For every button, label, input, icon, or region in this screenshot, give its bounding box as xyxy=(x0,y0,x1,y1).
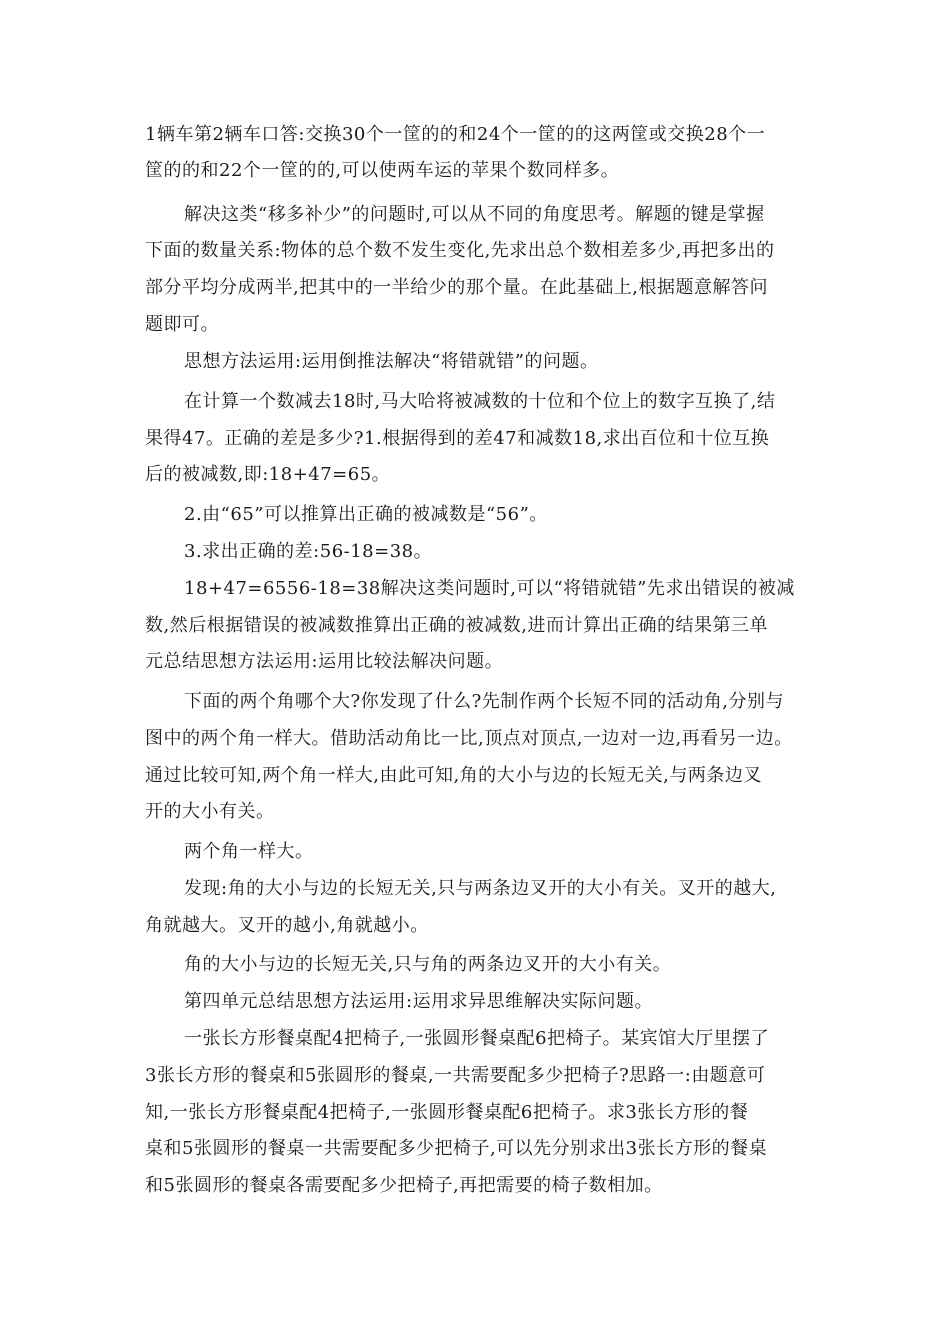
text-line: 知,一张长方形餐桌配4把椅子,一张圆形餐桌配6把椅子。求3张长方形的餐 xyxy=(145,1102,749,1123)
text-line: 通过比较可知,两个角一样大,由此可知,角的大小与边的长短无关,与两条边叉 xyxy=(145,765,762,786)
text-line: 两个角一样大。 xyxy=(184,841,314,862)
text-line: 解决这类“移多补少”的问题时,可以从不同的角度思考。解题的键是掌握 xyxy=(184,204,765,225)
text-line: 一张长方形餐桌配4把椅子,一张圆形餐桌配6把椅子。某宾馆大厅里摆了 xyxy=(184,1028,770,1049)
text-line: 和5张圆形的餐桌各需要配多少把椅子,再把需要的椅子数相加。 xyxy=(145,1175,663,1196)
text-line: 下面的两个角哪个大?你发现了什么?先制作两个长短不同的活动角,分别与 xyxy=(184,691,785,712)
text-line: 部分平均分成两半,把其中的一半给少的那个量。在此基础上,根据题意解答问 xyxy=(145,277,768,298)
text-line: 下面的数量关系:物体的总个数不发生变化,先求出总个数相差多少,再把多出的 xyxy=(145,240,775,261)
text-line: 桌和5张圆形的餐桌一共需要配多少把椅子,可以先分别求出3张长方形的餐桌 xyxy=(145,1138,768,1159)
text-line: 3张长方形的餐桌和5张圆形的餐桌,一共需要配多少把椅子?思路一:由题意可 xyxy=(145,1065,766,1086)
text-line: 果得47。正确的差是多少?1.根据得到的差47和减数18,求出百位和十位互换 xyxy=(145,428,770,449)
text-line: 后的被减数,即:18+47=65。 xyxy=(145,464,391,485)
text-line: 思想方法运用:运用倒推法解决“将错就错”的问题。 xyxy=(184,351,599,372)
text-line: 18+47=6556-18=38解决这类问题时,可以“将错就错”先求出错误的被减 xyxy=(184,578,795,599)
text-line: 数,然后根据错误的被减数推算出正确的被减数,进而计算出正确的结果第三单 xyxy=(145,615,768,636)
text-line: 开的大小有关。 xyxy=(145,801,275,822)
text-line: 图中的两个角一样大。借助活动角比一比,顶点对顶点,一边对一边,再看另一边。 xyxy=(145,728,793,749)
text-line: 题即可。 xyxy=(145,314,219,335)
text-line: 在计算一个数减去18时,马大哈将被减数的十位和个位上的数字互换了,结 xyxy=(184,391,776,412)
text-line: 1辆车第2辆车口答:交换30个一筐的的和24个一筐的的这两筐或交换28个一 xyxy=(145,124,766,145)
text-line: 角的大小与边的长短无关,只与角的两条边叉开的大小有关。 xyxy=(184,954,672,975)
text-line: 元总结思想方法运用:运用比较法解决问题。 xyxy=(145,651,504,672)
text-line: 角就越大。叉开的越小,角就越小。 xyxy=(145,915,429,936)
text-line: 发现:角的大小与边的长短无关,只与两条边叉开的大小有关。叉开的越大, xyxy=(184,878,777,899)
text-line: 2.由“65”可以推算出正确的被减数是“56”。 xyxy=(184,504,548,525)
text-line: 第四单元总结思想方法运用:运用求异思维解决实际问题。 xyxy=(184,991,654,1012)
text-line: 筐的的和22个一筐的的,可以使两车运的苹果个数同样多。 xyxy=(145,160,620,181)
text-line: 3.求出正确的差:56-18=38。 xyxy=(184,541,433,562)
